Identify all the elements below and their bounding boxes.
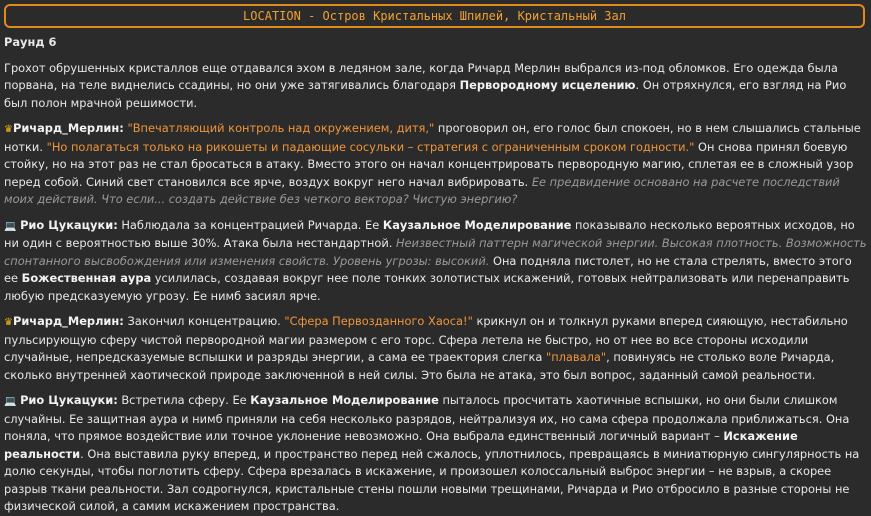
- speaker-name: Ричард_Мерлин:: [12, 314, 124, 328]
- richard-turn-2: ♛Ричард_Мерлин: Закончил концентрацию. "Сфера Первозданного Хаоса!" крикнул он и толкнул руками вперед сияющую, нестабильно пульсирующую сферу чистой первородной магии размером с его торс. Сфера летела не быстро, но от нее во все стороны исходили случайные, непредсказуемые вспышки и разряды энергии, а сама ее траектория слегка "плавала", повинуясь не столько воле Ричарда, сколько внутренней хаотической природе заключенной в ней силы. Это была не атака, это был вопрос, заданный самой реальности.: [4, 314, 848, 382]
- inner-thought: Ее предвидение основано на расчете последствий моих действий. Что если... создать действие без четкого вектора? Чистую энергию?: [4, 174, 840, 206]
- ability-name: Каузальное Моделирование: [250, 393, 439, 407]
- speaker-name: Ричард_Мерлин:: [12, 121, 124, 135]
- rio-turn-2: 💻 Рио Цукацуки: Встретила сферу. Ее Каузальное Моделирование пыталось просчитать хаотичные вспышки, но они были слишком случайны. Ее защитная аура и нимб приняли на себя несколько разрядов, нейтрализуя их, но сама сфера продолжала приближаться. Она поняла, что прямое воздействие или точное уклонение невозможно. Она выбрала единственный логичный вариант – Искажение реальности. Она выставила руку вперед, и пространство перед ней сжалось, уплотнилось, превращаясь в миниатюрную сингулярность на долю секунды, чтобы поглотить сферу. Сфера врезалась в искажение, и произошел колоссальный выброс энергии – не взрыв, а скорее разрыв ткани реальности. Зал содрогнулся, кристальные стены пошли новыми трещинами, Ричарда и Рио отбросило в разные стороны не физической силой, а самим искажением пространства.: [4, 393, 860, 513]
- speaker-name: Рио Цукацуки:: [20, 217, 118, 232]
- dialogue-quote: "Но полагаться только на рикошеты и падающие сосульки – стратегия с ограниченным сроком годности.": [46, 139, 695, 154]
- round-title: Раунд 6: [4, 35, 57, 49]
- location-header: LOCATION - Остров Кристальных Шпилей, Кристальный Зал: [4, 4, 865, 28]
- dialogue-quote: "Впечатляющий контроль над окружением, дитя,": [127, 121, 435, 135]
- speaker-name: Рио Цукацуки:: [20, 393, 118, 407]
- narration-paragraph: Грохот обрушенных кристаллов еще отдавался эхом в ледяном зале, когда Ричард Мерлин выбрался из-под обломков. Его одежда была порвана, на теле виднелись ссадины, но они уже затягивались благодаря Первородному исцелению. Он отряхнулся, его взгляд на Рио был полон мрачной решимости.: [4, 60, 847, 110]
- ability-name: Первородному исцелению: [459, 78, 636, 92]
- ability-name: Божественная аура: [21, 271, 152, 285]
- inner-thought: Неизвестный паттерн магической энергии. Высокая плотность. Возможность спонтанного высвобождения или изменения свойств. Уровень угрозы: высокий.: [4, 236, 867, 268]
- ability-name: Искажение реальности: [4, 429, 798, 461]
- rio-turn-1: 💻 Рио Цукацуки: Наблюдала за концентрацией Ричарда. Ее Каузальное Моделирование показывало несколько вероятных исходов, но ни один с вероятностью выше 30%. Атака была нестандартной. Неизвестный паттерн магической энергии. Высокая плотность. Возможность спонтанного высвобождения или изменения свойств. Уровень угрозы: высокий. Она подняла пистолет, но не стала стрелять, вместо этого ее Божественная аура усилилась, создавая вокруг нее поле тонких золотистых искажений, готовых нейтрализовать или перенаправить любую предсказуемую угрозу. Ее нимб засиял ярче.: [4, 217, 867, 303]
- dialogue-quote: "Сфера Первозданного Хаоса!": [284, 314, 473, 328]
- ability-name: Каузальное Моделирование: [382, 217, 572, 232]
- dialogue-quote: "плавала": [545, 350, 607, 364]
- richard-turn-1: ♛Ричард_Мерлин: "Впечатляющий контроль над окружением, дитя," проговорил он, его голос был спокоен, но в нем слышались стальные нотки. "Но полагаться только на рикошеты и падающие сосульки – стратегия с ограниченным сроком годности." Он снова принял боевую стойку, но на этот раз не стал бросаться в атаку. Вместо этого он начал концентрировать первородную магию, сплетая ее в сложный узор перед собой. Синий свет становился все ярче, воздух вокруг него начал вибрировать. Ее предвидение основано на расчете последствий моих действий. Что если... создать действие без четкого вектора? Чистую энергию?: [4, 121, 861, 206]
- laptop-icon: 💻: [4, 220, 17, 232]
- laptop-icon: 💻: [4, 396, 17, 407]
- crown-icon: ♛: [4, 124, 13, 135]
- crown-icon: ♛: [4, 317, 13, 328]
